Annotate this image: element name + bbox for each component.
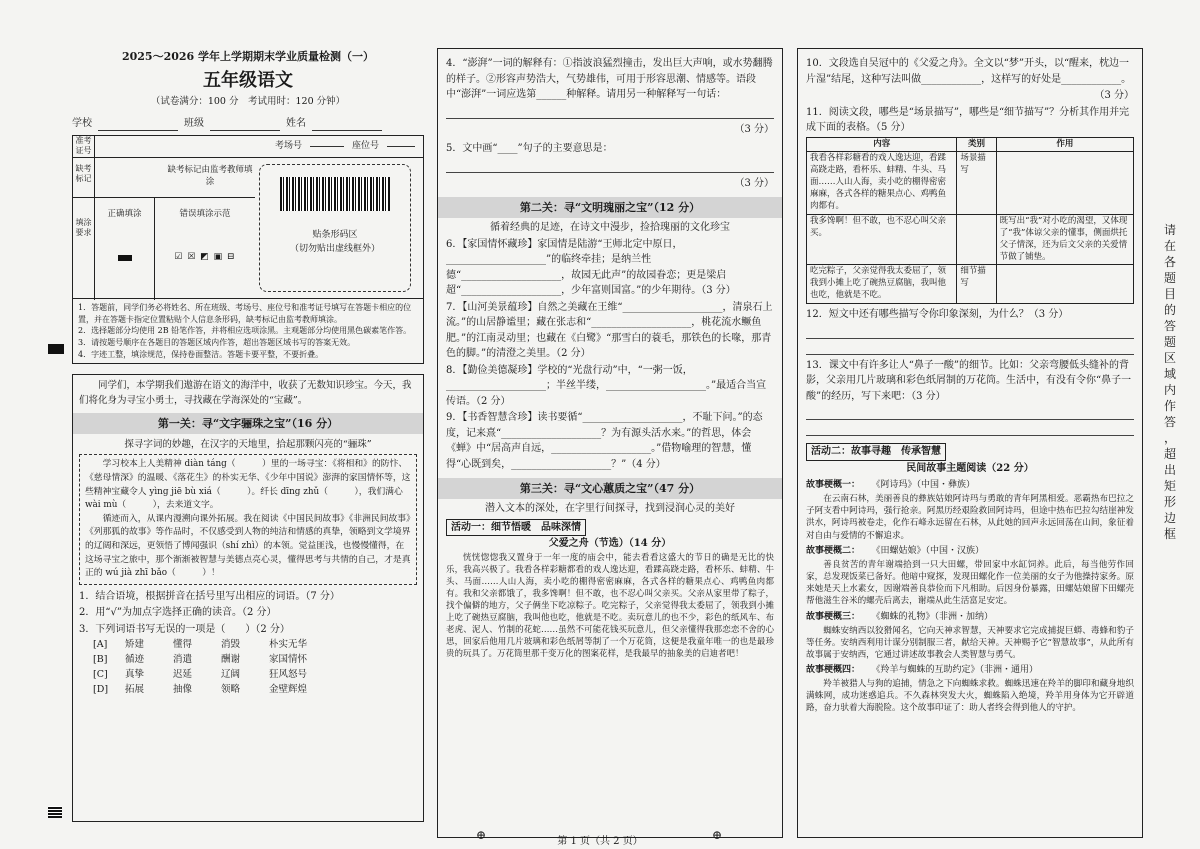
story-name: 《羚羊与蜘蛛的互助约定》（非洲・通用）	[876, 665, 1039, 676]
stories-list	[806, 479, 1134, 715]
barcode-note: （切勿贴出虚线框外）	[289, 244, 380, 255]
question-5: 5．文中画“____”句子的主要意思是：	[446, 143, 613, 154]
cell-category: 场景描写	[957, 152, 996, 214]
question-5-score: （3 分）	[734, 177, 774, 189]
seat-label: 座位号	[352, 140, 380, 151]
question-12: 12．短文中还有哪些描写令你印象深刻，为什么？（3 分）	[806, 309, 1069, 321]
option-word: 领略	[221, 683, 241, 695]
instruction-3: 3．请按题号顺序在各题目的答题区域内作答，超出答题区域书写的答案无效。	[78, 337, 356, 347]
side-char: 答	[1163, 319, 1176, 333]
story-name: 《田螺姑娘》（中国・汉族）	[876, 545, 985, 556]
side-char: 内	[1163, 383, 1176, 397]
cell-effect[interactable]	[996, 265, 1133, 304]
header-content: 内容	[807, 137, 957, 152]
barcode-area	[259, 164, 411, 292]
cell-category: 细节描写	[957, 265, 996, 304]
exam-meta: （试卷满分：100 分 考试用时：120 分钟）	[150, 95, 346, 107]
analysis-table	[806, 137, 1134, 305]
option-letter: [C]	[93, 668, 108, 680]
side-char: 作	[1163, 399, 1176, 413]
story-label: 故事梗概四：	[806, 665, 861, 676]
passage-title: 父爱之舟（节选）（14 分）	[548, 538, 672, 550]
column-2-frame	[437, 48, 783, 838]
activity-1-label: 活动一：细节悟暖 品味深情	[446, 519, 586, 537]
table-row	[807, 152, 1134, 214]
passage-paragraph-2: 循迹而入，从课内漫溯向课外拓展。我在阅读《中国民间故事》《非洲民间故事》《列那狐的故事》等作品时，不仅感受到人物的纯洁和情感的真挚，领略到文学境界的辽阔和深远，更领悟了博闻强识（shí zhì）的本领。觉益匪浅，也慢慢懂得，在这场寻宝之旅中，那个渐渐被智慧与美德点亮心灵，懂得思考与共情的自己，才是真正的 wú jià zhī bǎo（ ）！	[85, 513, 411, 579]
class-field[interactable]	[210, 116, 280, 132]
header-category: 类别	[957, 137, 996, 152]
table-row	[807, 214, 1134, 265]
passage-body: 恍恍惚惚我又置身于一年一度的庙会中，能去看看这盛大的节日的确是无比的快乐，我高兴极了。我看各样彩糖都看的戏人逸达迎，看蹂高跷走路，看杯乐、蚌精、牛头、马面……人山人海，卖小吃的棚得密密麻麻，各式各样的糖果点心、鸡鸭鱼肉都有。我和父亲都饿了，我多馋啊！但不敢，也不忍心叫父亲买。父亲从家里带了粽子，找个偏僻的地方，父子俩坐下吃凉粽子。吃完粽子，父亲觉得我太委屈了，领我到小摊上吃了碗热豆腐脑，我叫他也吃，他就是不吃。卖玩意儿的也不少，彩色的纸风车、布老虎、泥人、竹制的花蛇……虽然不可能花钱买玩意儿，但父亲懂得我那恋恋不舍的心思，回家后他用几片玻璃和彩色纸屑等制了一个万花筒，这便是我童年唯一的也是最珍贵的玩具了。万花筒里那千变万化的图案花样，是我最早的抽象美的启迪者吧！	[446, 552, 774, 660]
section-1-box	[72, 374, 424, 822]
story-label: 故事梗概一：	[806, 480, 861, 491]
seat-field[interactable]	[387, 146, 415, 147]
option-word: 抽像	[173, 683, 193, 695]
story-heading	[806, 611, 1134, 625]
story-text: 在云南石林，美丽善良的彝族姑娘阿诗玛与勇敢的青年阿黑相爱。恶霸热布巴拉之子阿支看中阿诗玛，强行抢亲。阿黑历经艰险救回阿诗玛，但途中热布巴拉勾结崖神发洪水，阿诗玛被卷走，化作石峰永远留在石林，从此她的回声永远回荡在山间，象征着对自由与爱情的不懈追求。	[806, 494, 1134, 541]
option-row[interactable]	[93, 638, 417, 653]
question-1: 1．结合语境，根据拼音在括号里写出相应的词语。（7 分）	[79, 590, 340, 602]
cell-content: 我多馋啊！但不敢，也不忍心叫父亲买。	[807, 214, 957, 265]
option-word: 朴实无华	[269, 639, 308, 651]
absent-label: 缺考标记	[73, 158, 95, 198]
answer-line-4[interactable]	[446, 106, 774, 119]
room-label: 考场号	[275, 140, 303, 151]
cell-content: 吃完粽子，父亲觉得我太委屈了，领我到小摊上吃了碗热豆腐脑，我叫他也吃，他就是不吃。	[807, 265, 957, 304]
question-8: 8．【勤俭美德凝珍】学校的“光盘行动”中，“一粥一饭，____________________；半丝半缕，____________________。”最适合当宣传语。（2 分）	[446, 364, 767, 407]
column-1	[72, 48, 424, 822]
instruction-4: 4．字迹工整，填涂规范，保持卷面整洁。答题卡要平整，不要折叠。	[78, 349, 324, 359]
question-10-score: （3 分）	[1094, 90, 1134, 101]
table-row	[807, 265, 1134, 304]
answer-line-13[interactable]	[806, 407, 1134, 420]
question-4: 4．“澎湃”一词的解释有：①指波浪猛烈撞击，发出巨大声响，或水势翻腾的样子。②形容声势浩大，气势雄伟，可用于形容思潮、情感等。语段中“澎湃”一词应选第______种解释。请用另一种解释写一句话：	[446, 58, 773, 100]
side-char: 在	[1163, 239, 1176, 253]
exam-title: 2025～2026 学年上学期期末学业质量检测（一）	[121, 50, 375, 63]
option-word: 金壁辉煌	[269, 683, 308, 695]
side-char: 答	[1163, 415, 1176, 429]
side-char: 区	[1163, 351, 1176, 365]
story-heading	[806, 479, 1134, 493]
activity-2-label: 活动二：故事寻趣 传承智慧	[806, 443, 946, 461]
info-grid	[72, 135, 424, 299]
side-char: ，	[1163, 431, 1176, 445]
cell-content: 我看各样彩糖看的戏人逸达迎，看蹂高跷走路，看杯乐、蚌精、牛头、马面……人山人海，卖小吃的棚得密密麻麻，各式各样的糖果点心、鸡鸭鱼肉都有。	[807, 152, 957, 214]
option-word: 辽阔	[221, 668, 241, 680]
passage-box	[79, 454, 417, 585]
table-header	[807, 137, 1134, 152]
side-char: 域	[1163, 367, 1176, 381]
admission-label: 准考证号	[73, 136, 95, 158]
option-word: 拓展	[125, 683, 145, 695]
section-1-lead: 探寻字词的妙趣，在汉字的天地里，拾起那颗闪亮的“骊珠”	[124, 438, 372, 450]
story-heading	[806, 545, 1134, 559]
question-10: 10．文段选自吴冠中的《父爱之舟》。全文以“梦”开头，以“醒来，枕边一片湿”结尾，这种写法叫做____________，这样写的好处是____________。	[806, 58, 1132, 85]
column-3-frame	[797, 48, 1143, 838]
side-char: 出	[1163, 463, 1176, 477]
school-field[interactable]	[98, 116, 178, 132]
options-list	[79, 638, 417, 697]
option-letter: [D]	[93, 683, 109, 695]
question-4-score: （3 分）	[734, 123, 774, 135]
option-word: 消遣	[173, 654, 193, 666]
option-word: 真挚	[125, 668, 145, 680]
class-label: 班级	[184, 117, 204, 129]
question-9: 9．【书香智慧含珍】读书要循“____________________，不耻下问。”的态度，记来熹“____________________？为有源头活水来。”的哲思，体会《蝉》中“居高声自远，____________________。”借物喻理的智慧，懂得“心既到矣，____________________？”（4 分）	[446, 412, 763, 470]
story-text: 善良贫苦的青年谢端拾到一只大田螺，带回家中水缸饲养。此后，每当他劳作回家，总发现饭菜已备好。他暗中窥探，发现田螺化作一位美丽的女子为他操持家务。原来她是天上水素女，因谢端善良恭俭而下凡相助。后因身份暴露，田螺姑娘留下田螺壳帮他滋生谷米的螺壳后离去，谢端从此生活富足安定。	[806, 559, 1134, 607]
passage-paragraph-1: 学习校本上人美精神 diàn táng（ ）里的一场寻宝：《将相和》的防忭、《慈母情深》的温暖、《落花生》的朴实无华、《少年中国说》澎湃的家国情怀等，这些精神宝藏令人 yìng jiē bù xiá（ ）。纤长 dīng zhǔ（ ），我们满心wài mù（ ），去来道文字。	[85, 459, 411, 511]
side-char: 题	[1163, 271, 1176, 285]
section-2-title: 第二关：寻“文明瑰丽之宝”（12 分）	[438, 197, 782, 218]
instruction-1: 1．答题前，同学们务必将姓名、所在班级、考场号、座位号和准考证号填写在答题卡相应的位置，并在答题卡指定位置粘贴个人信息条形码，缺考标记由监考教师填涂。	[78, 303, 412, 324]
side-char: 各	[1163, 255, 1176, 269]
school-label: 学校	[72, 117, 92, 129]
column-3	[797, 48, 1143, 838]
side-char: 边	[1163, 511, 1176, 525]
crosshair-icon: ⊕	[476, 828, 487, 842]
side-char: 形	[1163, 495, 1176, 509]
option-word: 迟延	[173, 668, 193, 680]
instruction-2: 2．选择题部分均使用 2B 铅笔作答，并将相应选项涂黑。主观题部分均使用黑色碳素笔作答。	[78, 326, 412, 336]
answer-line-5[interactable]	[446, 160, 774, 173]
answer-line-12b[interactable]	[806, 342, 1134, 355]
option-row[interactable]	[93, 683, 417, 698]
side-instruction	[1162, 222, 1178, 542]
fill-ok-sample	[118, 255, 132, 261]
section-3-title: 第三关：寻“文心蕙质之宝”（47 分）	[438, 478, 782, 499]
story-heading	[806, 664, 1134, 678]
registration-mark	[48, 806, 62, 818]
side-char: 矩	[1163, 479, 1176, 493]
option-word: 狂风怒号	[269, 668, 308, 680]
question-7: 7．【山河美景蕴珍】自然之美藏在王维“____________________，清泉石上流。”的山居静谧里；藏在张志和“____________________，桃花流水鳜鱼肥。”的江南灵动里；也藏在《白鹭》“那雪白的蓑毛，那铁色的长喙，那青色的脚。”的清澄之美里。（2 分）	[446, 301, 773, 360]
option-word: 矫建	[125, 639, 145, 651]
barcode-label: 贴条形码区	[312, 230, 358, 241]
story-label: 故事梗概二：	[806, 545, 861, 556]
name-field[interactable]	[312, 116, 382, 132]
subject-title: 五年级语文	[203, 70, 293, 92]
cell-category[interactable]	[957, 214, 996, 265]
option-row[interactable]	[93, 668, 417, 683]
intro-text: 同学们，本学期我们遨游在语文的海洋中，收获了无数知识珍宝。今天，我们将化身为寻宝小勇士，寻找藏在学海深处的“宝藏”。	[79, 380, 412, 406]
registration-mark	[48, 344, 64, 354]
option-word: 循迹	[125, 654, 145, 666]
side-char: 题	[1163, 335, 1176, 349]
barcode-image	[280, 177, 390, 211]
option-word: 懂得	[173, 639, 193, 651]
fill-bad-label: 错误填涂示范	[179, 209, 231, 220]
section-2-lead: 循着经典的足迹，在诗文中漫步，捡拾瑰丽的文化珍宝	[490, 222, 730, 234]
option-word: 酬谢	[221, 654, 241, 666]
absent-note: 缺考标记由监考教师填涂	[95, 158, 255, 198]
side-char: 请	[1163, 223, 1176, 237]
side-char: 框	[1163, 527, 1176, 541]
option-row[interactable]	[93, 653, 417, 668]
student-info	[72, 116, 424, 132]
option-word: 家国情怀	[269, 654, 308, 666]
story-text: 蜘蛛安纳西以狡猾闻名，它向天神求智慧，天神要求它完成捕捉巨蟒、毒蜂和豹子等任务。安纳西利用计谋分别制服三者，献给天神。天神赐予它“智慧故事”，从此所有故事属于安纳西，它通过讲述故事教会人类智慧与勇气。	[806, 625, 1134, 660]
fill-ok-label: 正确填涂	[107, 209, 142, 220]
story-name: 《阿诗玛》（中国・彝族）	[876, 480, 976, 491]
section-3-lead: 潜入文本的深处，在字里行间探寻，找到浸润心灵的美好	[485, 503, 735, 515]
section-1-title: 第一关：寻“文字骊珠之宝”（16 分）	[73, 413, 423, 434]
option-letter: [B]	[93, 654, 108, 666]
side-char: 目	[1163, 287, 1176, 301]
name-label: 姓名	[286, 117, 306, 129]
answer-line-13b[interactable]	[806, 423, 1134, 436]
crosshair-icon: ⊕	[712, 828, 723, 842]
story-text: 羚羊被猎人与狗的追捕，情急之下向蜘蛛求救。蜘蛛迅速在羚羊的脚印和藏身地织满蛛网，成功迷惑追兵。不久森林突发大火，蜘蛛陷入绝境，羚羊用身体为它开辟道路，奋力驮着大海脱险。这个故事印证了：助人者终会得到他人的守护。	[806, 679, 1134, 714]
question-13: 13．课文中有许多让人“鼻子一酸”的细节。比如：父亲弯腰低头缝补的背影，父亲用几片玻璃和彩色纸屑制的万花筒。生活中，有没有令你“鼻子一酸”的经历，写下来吧：（3 分）	[806, 359, 1132, 402]
fill-bad-samples: ☑ ☒ ◩ ▣ ⊟	[174, 252, 236, 263]
answer-line-12[interactable]	[806, 326, 1134, 339]
page-footer: 第 1 页（共 2 页）	[557, 836, 643, 847]
activity-2-title: 民间故事主题阅读（22 分）	[906, 462, 1034, 474]
question-3: 3．下列词语书写无误的一项是（ ）（2 分）	[79, 623, 290, 635]
option-word: 消毁	[221, 639, 241, 651]
room-field[interactable]	[310, 146, 344, 147]
instructions	[72, 299, 424, 364]
story-name: 《蜘蛛的礼物》（非洲・加纳）	[876, 611, 994, 622]
question-11: 11．阅读文段，哪些是“场景描写”，哪些是“细节描写”？分析其作用并完成下面的表格。（5 分）	[806, 106, 1130, 133]
side-char: 的	[1163, 303, 1176, 317]
option-letter: [A]	[93, 639, 108, 651]
fill-label: 填涂要求	[73, 198, 95, 300]
cell-effect: 既写出“我”对小吃的渴望，又体现了“我”体谅父亲的懂事，侧面烘托父子情深，还为后文父亲的关爱情节做了铺垫。	[996, 214, 1133, 265]
cell-effect[interactable]	[996, 152, 1133, 214]
column-2	[437, 48, 783, 838]
side-char: 超	[1163, 447, 1176, 461]
header-effect: 作用	[996, 137, 1133, 152]
story-label: 故事梗概三：	[806, 611, 861, 622]
question-6: 6．【家国情怀藏珍】家国情是陆游“王师北定中原日，____________________”的临终牵挂；是纳兰性德“____________________，故园无此声”的故园眷恋；更是梁启超“____________________，少年富则国富。”的少年期待。（3 分）	[446, 238, 736, 297]
question-2: 2．用“√”为加点字选择正确的读音。（2 分）	[79, 607, 277, 619]
